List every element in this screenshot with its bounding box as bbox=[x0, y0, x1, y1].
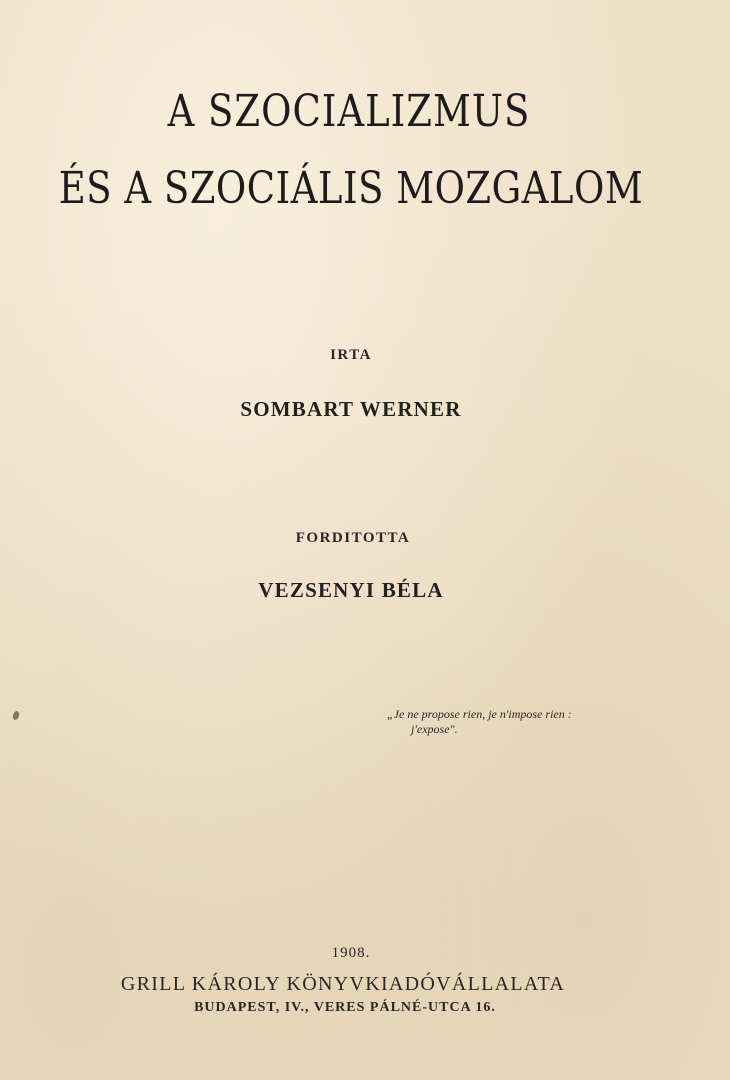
epigraph-line-1: „Je ne propose rien, je n'impose rien : bbox=[387, 707, 572, 721]
epigraph bbox=[387, 707, 687, 737]
book-title-line-1: A SZOCIALIZMUS bbox=[167, 86, 531, 137]
publication-year: 1908. bbox=[331, 945, 371, 961]
translator-name: VEZSENYI BÉLA bbox=[258, 578, 444, 602]
book-title-line-2: ÉS A SZOCIÁLIS MOZGALOM bbox=[58, 163, 644, 214]
translator-label: FORDITOTTA bbox=[295, 530, 411, 546]
publisher-address: BUDAPEST, IV., VERES PÁLNÉ-UTCA 16. bbox=[194, 1000, 496, 1015]
publisher-name: GRILL KÁROLY KÖNYVKIADÓVÁLLALATA bbox=[120, 973, 566, 995]
paper-speck bbox=[12, 710, 21, 721]
epigraph-line-2: j'expose". bbox=[411, 722, 458, 736]
author-label: IRTA bbox=[330, 347, 372, 363]
author-name: SOMBART WERNER bbox=[240, 397, 462, 421]
